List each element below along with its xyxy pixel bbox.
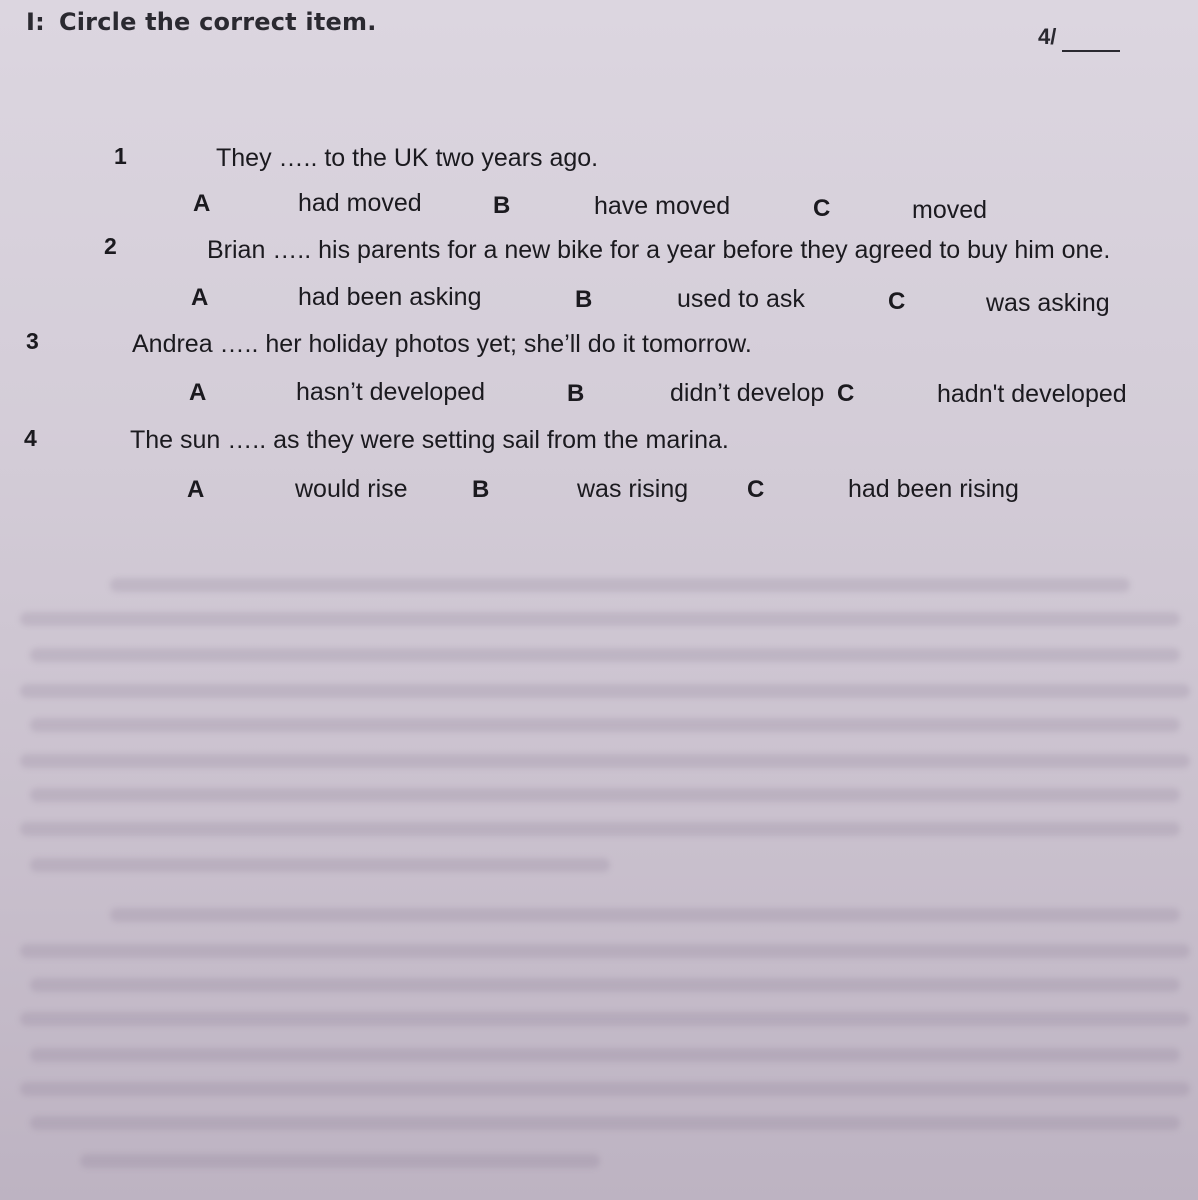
question-2-option-c-text[interactable]: was asking	[986, 289, 1110, 317]
bleed-through-line	[30, 978, 1180, 992]
question-2-sentence: Brian ….. his parents for a new bike for a year before they agreed to buy him one.	[207, 236, 1111, 264]
question-4-option-b-text[interactable]: was rising	[577, 475, 689, 503]
bleed-through-line	[20, 754, 1190, 768]
bleed-through-line	[30, 1048, 1180, 1062]
bleed-through-line	[20, 1082, 1190, 1096]
bleed-through-line	[30, 648, 1180, 662]
question-4-number: 4	[24, 425, 37, 451]
bleed-through-line	[110, 908, 1180, 922]
exercise-heading	[26, 8, 377, 36]
bleed-through-line	[20, 612, 1180, 626]
question-1-option-c-letter[interactable]: C	[813, 195, 831, 222]
question-1-sentence: They ….. to the UK two years ago.	[216, 144, 599, 172]
score-label: 4/	[1038, 24, 1057, 49]
bleed-through-line	[30, 1116, 1180, 1130]
question-3-option-c-text[interactable]: hadn't developed	[937, 380, 1127, 408]
question-2-option-c-letter[interactable]: C	[888, 288, 906, 315]
question-3-option-b-letter[interactable]: B	[567, 380, 585, 407]
question-3-option-a-letter[interactable]: A	[189, 379, 207, 406]
question-3-sentence: Andrea ….. her holiday photos yet; she’ll do it tomorrow.	[132, 330, 752, 358]
question-3-number: 3	[26, 328, 39, 354]
score-blank-line	[1062, 50, 1120, 52]
question-3-option-b-text[interactable]: didn’t develop	[670, 379, 825, 407]
question-2-option-b-letter[interactable]: B	[575, 286, 593, 313]
bleed-through-line	[30, 718, 1180, 732]
question-4-sentence: The sun ….. as they were setting sail from the marina.	[130, 426, 729, 454]
question-3-option-c-letter[interactable]: C	[837, 380, 855, 407]
question-1-option-b-text[interactable]: have moved	[594, 192, 731, 220]
question-1-option-a-letter[interactable]: A	[193, 190, 211, 217]
question-4-option-c-letter[interactable]: C	[747, 476, 765, 503]
question-4-option-b-letter[interactable]: B	[472, 476, 490, 503]
bleed-through-line	[20, 944, 1190, 958]
bleed-through-line	[20, 684, 1190, 698]
bleed-through-line	[80, 1154, 600, 1168]
question-1-option-a-text[interactable]: had moved	[298, 189, 422, 217]
bleed-through-line	[30, 858, 610, 872]
question-1-option-c-text[interactable]: moved	[912, 196, 988, 224]
bleed-through-line	[30, 788, 1180, 802]
question-4-option-c-text[interactable]: had been rising	[848, 475, 1019, 503]
question-1-option-b-letter[interactable]: B	[493, 192, 511, 219]
bleed-through-line	[110, 578, 1130, 592]
question-4-option-a-letter[interactable]: A	[187, 476, 205, 503]
bleed-through-background	[0, 560, 1198, 1200]
bleed-through-line	[20, 822, 1180, 836]
question-1-number: 1	[114, 143, 127, 169]
question-2-option-a-text[interactable]: had been asking	[298, 283, 482, 311]
exercise-instruction: Circle the correct item.	[58, 8, 377, 36]
bleed-through-line	[20, 1012, 1190, 1026]
question-2-option-a-letter[interactable]: A	[191, 284, 209, 311]
question-2-option-b-text[interactable]: used to ask	[677, 285, 805, 313]
question-3-option-a-text[interactable]: hasn’t developed	[296, 378, 486, 406]
question-2-number: 2	[104, 233, 117, 259]
exercise-number: I:	[26, 8, 45, 36]
question-4-option-a-text[interactable]: would rise	[295, 475, 408, 503]
